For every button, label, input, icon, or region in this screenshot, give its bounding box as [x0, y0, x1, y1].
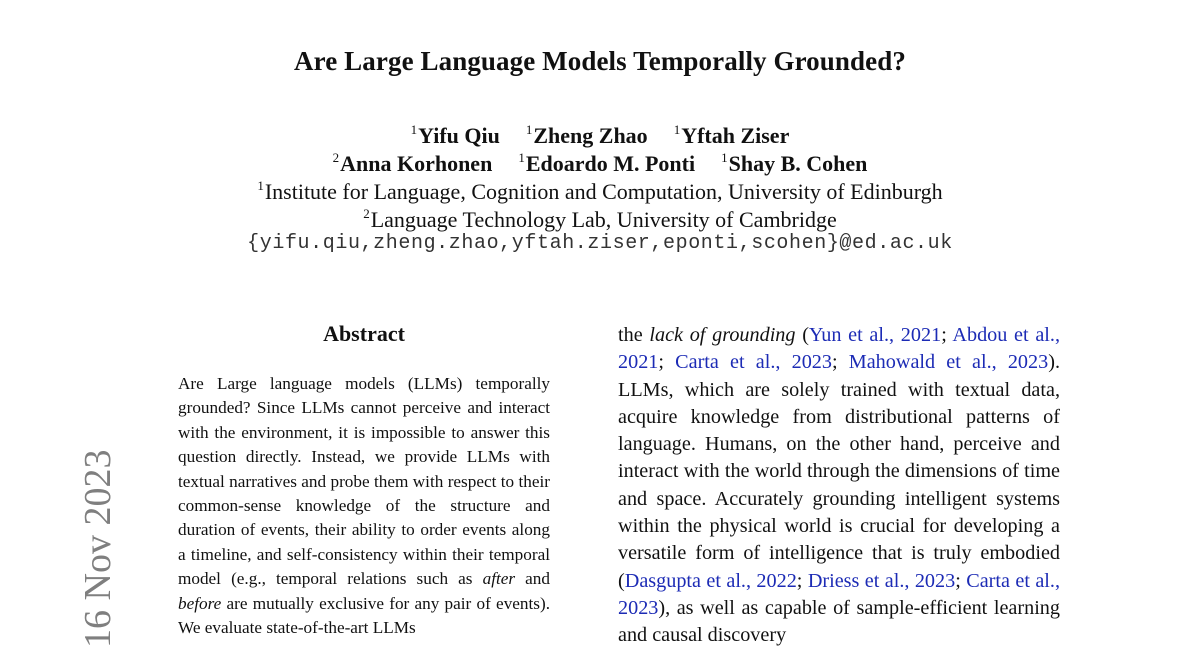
author-block — [0, 116, 1200, 258]
affiliation: $^1$Institute for Language, Cognition and Computation, University of Edinburgh — [257, 178, 943, 204]
citation-link[interactable]: Abdou et al., 2021 — [618, 324, 1060, 374]
affiliation: $^2$Language Technology Lab, University of Cambridge — [363, 206, 837, 232]
author: $^1$Yifu Qiu — [410, 122, 500, 148]
citation-link[interactable]: Driess et al., 2023 — [807, 569, 956, 592]
arxiv-margin-date: 16 Nov 2023 — [77, 449, 119, 648]
citation-link[interactable]: Carta et al., 2023 — [675, 351, 832, 374]
abstract-heading: Abstract — [323, 321, 405, 346]
abstract-text: Are Large language models (LLMs) temporally grounded? Since LLMs cannot perceive and interact with the environment, it is impossible to answer this question directly. Instead, we provide LLMs with textual narratives and probe them with respect to their common-sense knowledge of the structure and duration of events, their ability to order events along a timeline, and self-consistency within their temporal model (e.g., temporal relations such as after and before are mutually exclusive for any pair of events). We evaluate state-of-the-art LLMs — [178, 374, 550, 638]
citation-link[interactable]: Yun et al., 2021 — [808, 324, 942, 346]
citation-link[interactable]: Dasgupta et al., 2022 — [624, 569, 797, 592]
introduction-text: the lack of grounding (Yun et al., 2021; Abdou et al., 2021; Carta et al., 2023; Mahowald et al., 2023). LLMs, which are solely trained with textual data, acquire knowledge from distributional patterns of language. Humans, on the other hand, perceive and interact with the world through the dimensions of time and space. Accurately grounding intelligent systems within the physical world is crucial for developing a versatile form of intelligence that is truly embodied (Dasgupta et al., 2022; Driess et al., 2023; Carta et al., 2023), as well as capable of sample-efficient learning and causal discovery — [618, 324, 1060, 647]
author-line-1 — [0, 116, 1200, 148]
author: $^2$Anna Korhonen — [332, 150, 493, 176]
citation-link[interactable]: Mahowald et al., 2023 — [848, 351, 1049, 374]
author: $^1$Yftah Ziser — [673, 122, 790, 148]
author: $^1$Edoardo M. Ponti — [518, 150, 696, 176]
citation-link[interactable]: Carta et al., 2023 — [618, 569, 1060, 619]
author-line-2 — [0, 144, 1200, 176]
author: $^1$Zheng Zhao — [525, 122, 648, 148]
email-address[interactable]: {yifu.qiu,zheng.zhao,yftah.ziser,eponti,scohen}@ed.ac.uk — [247, 232, 953, 255]
paper-title: Are Large Language Models Temporally Grounded? — [294, 46, 906, 76]
author: $^1$Shay B. Cohen — [721, 150, 868, 176]
